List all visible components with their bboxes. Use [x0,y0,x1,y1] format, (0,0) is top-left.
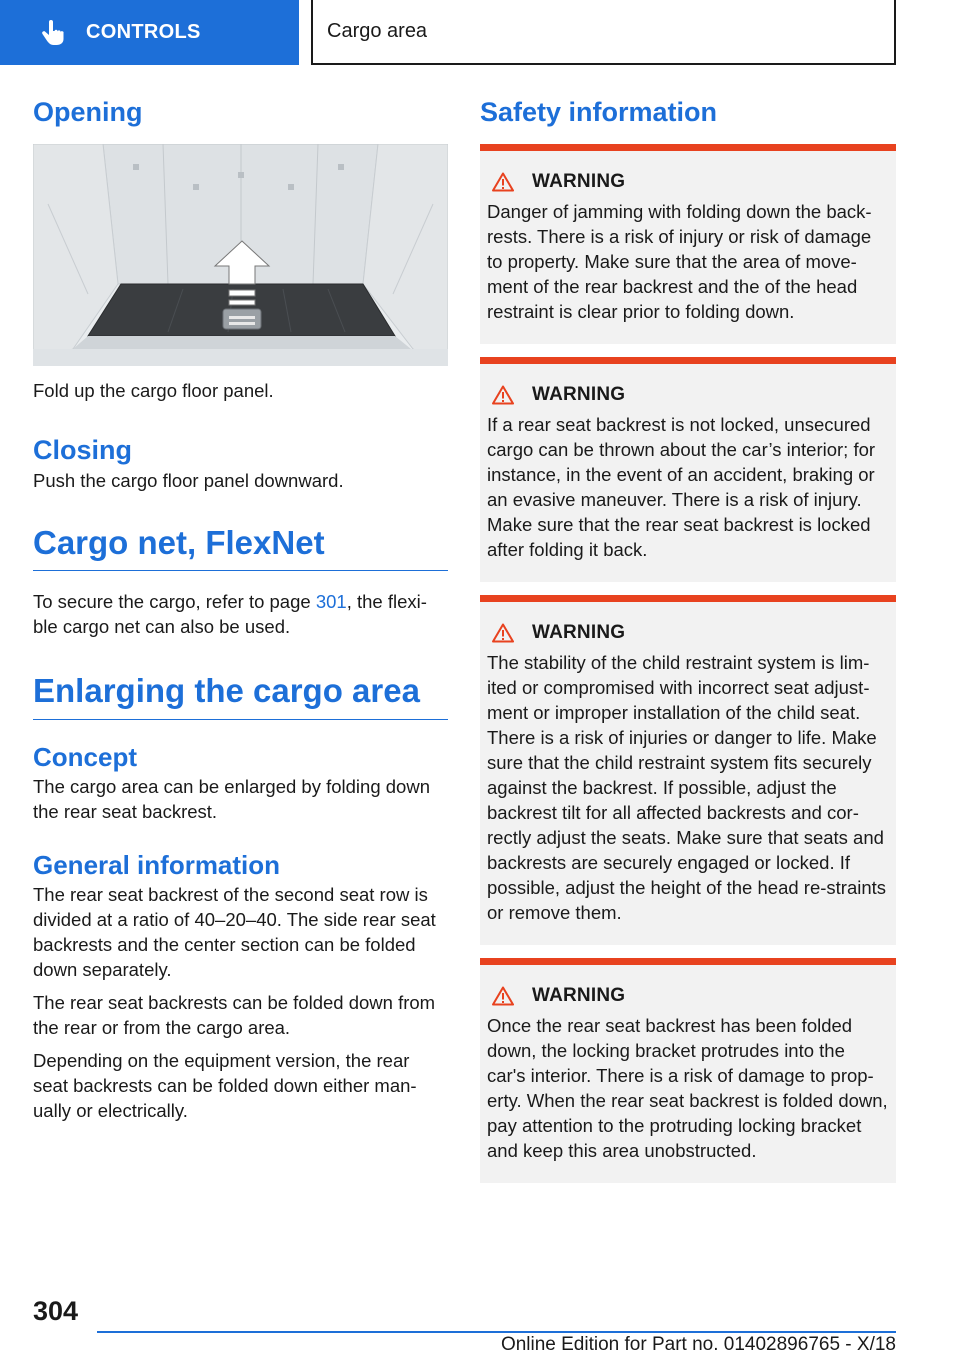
general-info-p3: Depending on the equipment version, the rear seat backrests can be folded down either man-ually or electrically. [33,1050,417,1122]
chapter-title: Cargo area [327,20,428,42]
warning-header [492,384,888,406]
warning-text: If a rear seat backrest is not locked, unsecured cargo can be thrown about the car’s interior; for instance, in the event of an accident, braking or an evasive maneuver. There is a risk of injury. Make sure that the rear seat backrest is locked after folding it back. [487,414,876,561]
edition-note: Online Edition for Part no. 01402896765 - X/18 [500,1334,896,1355]
warning-triangle-icon [492,986,514,1006]
warning-header [492,622,888,644]
closing-heading: Closing [33,435,132,466]
warning-box [480,144,896,344]
general-info-p1: The rear seat backrest of the second seat row is divided at a ratio of 40–20–40. The side rear seat backrests and the center section can be folded down separately. [33,884,436,981]
warning-header [492,985,888,1007]
warning-box [480,595,896,945]
warning-triangle-icon [492,623,514,643]
chapter-header [311,0,896,65]
warning-label: WARNING [532,622,626,644]
warning-text: The stability of the child restraint system is lim-ited or compromised with incorrect seat adjust-ment or improper installation of the child seat. There is a risk of injuries or danger to life. Make sure that the child restraint system fits securely against the backrest. If possible, adjust the backrest tilt for all affected backrests and cor-rectly adjust the seats. Make sure that seats and backrests are securely engaged or locked. If possible, adjust the height of the head re-straints or remove them. [487,652,887,924]
general-info-heading: General information [33,850,281,881]
safety-heading: Safety information [480,97,718,127]
section-label: CONTROLS [86,21,201,43]
warning-label: WARNING [532,384,626,406]
flexnet-text [33,589,448,639]
concept-heading: Concept [33,741,137,772]
concept-text: The cargo area can be enlarged by folding down the rear seat backrest. [33,776,430,823]
general-info-p2: The rear seat backrests can be folded down from the rear or from the cargo area. [33,992,436,1039]
footer-divider [97,1331,896,1333]
warning-text: Once the rear seat backrest has been folded down, the locking bracket protrudes into the car's interior. There is a risk of damage to prop-erty. When the rear seat backrest is folded down, pay attention to the protruding locking bracket and keep this area unobstructed. [487,1015,888,1162]
left-column [33,96,448,1123]
warning-label: WARNING [532,985,626,1007]
warning-triangle-icon [492,385,514,405]
opening-heading: Opening [33,97,143,127]
warning-box [480,357,896,582]
warning-header [492,171,888,193]
page-number: 304 [33,1296,79,1326]
cargo-floor-illustration [33,144,448,366]
warning-text: Danger of jamming with folding down the back-rests. There is a risk of injury or risk of damage to property. Make sure that the area of move-ment of the rear backrest and the of the head restraint is clear prior to folding down. [487,201,872,323]
right-column [480,96,896,1183]
warning-box [480,958,896,1183]
closing-text: Push the cargo floor panel downward. [33,469,344,491]
flexnet-text-end: , the flexi-ble cargo net can also be used. [33,591,427,638]
pointing-hand-icon [40,20,66,46]
page-link-301[interactable]: 301 [315,591,347,613]
flexnet-heading: Cargo net, FlexNet [33,523,448,572]
section-tab[interactable] [0,0,299,65]
opening-caption: Fold up the cargo floor panel. [33,380,274,402]
warning-label: WARNING [532,171,626,193]
enlarging-heading: Enlarging the cargo area [33,671,448,720]
flexnet-text-start: To secure the cargo, refer to page [33,591,316,613]
warning-triangle-icon [492,172,514,192]
